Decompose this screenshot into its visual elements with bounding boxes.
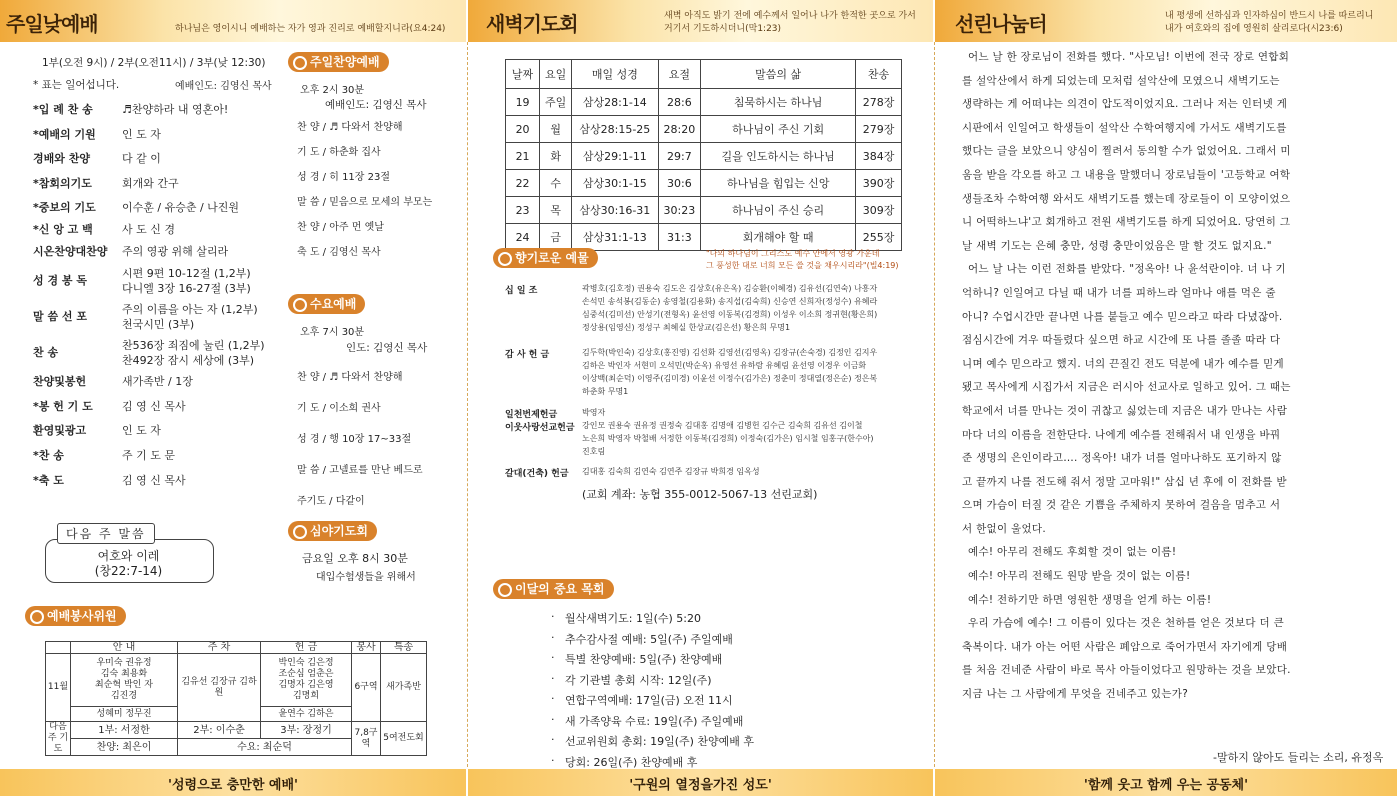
- sunday-row-value: 새가족반 / 1장: [122, 375, 193, 388]
- dawn-cell: 하나님이 주신 기회: [701, 116, 856, 143]
- dawn-row: [506, 224, 902, 251]
- essay-line: 고 끝까지 나를 전도해 줘서 정말 고마워!" 삼십 년 후에 이 전화를 받: [962, 475, 1287, 488]
- sunday-row-label: *봉 헌 기 도: [33, 400, 93, 413]
- essay-line: 우리 가슴에 예수! 그 이름이 있다는 것은 천하를 얻은 것보다 더 큰: [968, 617, 1285, 630]
- dawn-cell: 삼상30:1-15: [572, 170, 658, 197]
- dawn-header: 매일 성경: [572, 60, 658, 89]
- offering-names: 손석민 송석봉(김동순) 송영철(김용화) 송지섭(김숙희) 신승연 신희자(정성수) 유혜라: [582, 297, 878, 306]
- svc-guide-name: 우미숙 권유정: [96, 658, 152, 668]
- middle-header-title: 새벽기도회: [486, 12, 578, 36]
- right-header-title: 선린나눔터: [955, 12, 1047, 36]
- sunday-row-label: 말 씀 선 포: [33, 310, 87, 323]
- essay-text: [962, 46, 1380, 707]
- dawn-row: [506, 170, 902, 197]
- sunday-praise-time: 오후 2시 30분: [300, 85, 365, 96]
- svc-next-p2: 2부: 이수춘: [178, 722, 261, 739]
- sunday-row-label: 찬 송: [33, 346, 59, 359]
- sunday-row-label: *신 앙 고 백: [33, 223, 93, 236]
- dawn-cell: 삼상30:16-31: [572, 197, 658, 224]
- svc-next-label: 다음주 기 도: [46, 722, 71, 756]
- left-footer-text: '성령으로 충만한 예배': [167, 778, 299, 793]
- sunday-row-label: *축 도: [33, 474, 64, 487]
- dawn-cell: 회개해야 할 때: [701, 224, 856, 251]
- essay-line: 지금 나는 그 사람에게 무엇을 건네주고 있는가?: [962, 688, 1189, 701]
- svc-next-p3: 3부: 장정기: [261, 722, 352, 739]
- sunday-praise-item: 기 도 / 하춘화 집사: [297, 147, 381, 158]
- dawn-cell: 278장: [856, 89, 902, 116]
- next-week-text: 여호와 이레: [97, 549, 160, 563]
- offerings-verse-1: "나의 하나님이 그리스도 예수 안에서 영광 가운데: [706, 249, 880, 258]
- offering-names: 심중석(김미선) 안성기(전형옥) 윤선영 이동복(김경희) 이성우 이소희 정귀현(황은희): [582, 310, 878, 319]
- svc-header: 봉사: [352, 642, 381, 654]
- dawn-cell: 30:6: [658, 170, 701, 197]
- sunday-row-label: 시온찬양대찬양: [33, 245, 108, 258]
- badge-sunday-praise: 주일찬양예배: [288, 52, 389, 72]
- offering-names: 하춘화 무명1: [582, 387, 629, 396]
- essay-line: 니 어떡하느냐'고 회개하고 전원 새벽기도를 하게 되었어요. 당연히 그: [962, 216, 1291, 229]
- sunday-praise-item: 축 도 / 김영신 목사: [297, 247, 381, 258]
- essay-line: 어느 날 한 장로님이 전화를 했다. "사모님! 이번에 전국 장로 연합회: [968, 51, 1290, 63]
- event-item: 새 가족양육 수료: 19일(주) 주일예배: [565, 714, 744, 728]
- sunday-row-value: 다 같 이: [122, 152, 161, 165]
- sunday-praise-item: 찬 양 / ♬ 다와서 찬양해: [297, 122, 403, 133]
- essay-line: 움을 받을 각오를 하고 그 내용을 말했더니 장로님들이 '고등학교 여학: [962, 168, 1291, 181]
- svc-offering-name: 박인숙 김은정: [278, 658, 334, 668]
- svc-guide-name: 김진경: [110, 691, 138, 701]
- sunday-row-label: *입 례 찬 송: [33, 103, 93, 116]
- essay-line: 으며 가슴이 터질 것 같은 기쁨을 주체하지 못하여 걸음을 멈추고 서: [962, 499, 1281, 512]
- dawn-header: 요절: [658, 60, 701, 89]
- dawn-cell: 309장: [856, 197, 902, 224]
- right-header-verse-1: 내 평생에 선하심과 인자하심이 반드시 나를 따르리니: [1165, 11, 1374, 21]
- dawn-row: [506, 197, 902, 224]
- event-item: 추수감사절 예배: 5일(주) 주일예배: [565, 632, 733, 646]
- wednesday-item: 말 씀 / 고넬료를 만난 베드로: [297, 465, 423, 476]
- essay-line: 점심시간에 겨우 따돌렸다 싶으면 하교 시간에 또 나를 졸졸 따라 다: [962, 334, 1281, 347]
- svc-guide: [71, 654, 178, 707]
- dawn-cell: 28:6: [658, 89, 701, 116]
- sunday-row-value: ♬찬양하라 내 영혼아!: [122, 103, 229, 116]
- service-times: 1부(오전 9시) / 2부(오전11시) / 3부(낮 12:30): [42, 57, 266, 69]
- essay-line: 예수! 전하기만 하면 영원한 생명을 얻게 하는 이름!: [968, 593, 1212, 606]
- dawn-cell: 삼상31:1-13: [572, 224, 658, 251]
- wednesday-item: 기 도 / 이소희 권사: [297, 403, 381, 414]
- wednesday-time: 오후 7시 30분: [300, 327, 365, 338]
- sunday-row-value: 인 도 자: [122, 128, 161, 141]
- sunday-row-value: 주 기 도 문: [122, 449, 175, 462]
- middle-header-verse-1: 새벽 아직도 밝기 전에 예수께서 일어나 나가 한적한 곳으로 가서: [664, 11, 916, 21]
- column-divider: [934, 42, 935, 767]
- sunday-row-label: 경배와 찬양: [33, 152, 90, 165]
- svc-parking: 김유선 김장규 김하원: [178, 654, 261, 722]
- badge-wednesday: 수요예배: [288, 294, 365, 314]
- sunday-row-value: 시편 9편 10-12절 (1,2부): [122, 267, 251, 280]
- offering-names: 김대홍 김숙희 김연숙 김연주 김장규 박희경 임옥성: [582, 467, 760, 476]
- svc-header: 특송: [381, 642, 427, 654]
- sunday-row-label: 성 경 봉 독: [33, 274, 87, 287]
- offering-group-label: 갈대(건축) 헌금: [505, 469, 569, 479]
- dawn-cell: 279장: [856, 116, 902, 143]
- middle-header-verse-2: 거기서 기도하시더니(막1:23): [664, 24, 782, 34]
- dawn-cell: 주일: [540, 89, 572, 116]
- left-header-title: 주일낮예배: [6, 12, 98, 36]
- wednesday-item: 성 경 / 행 10장 17~33절: [297, 434, 412, 445]
- dawn-cell: 화: [540, 143, 572, 170]
- essay-line: 생략하는 게 어떠냐는 의견이 압도적이었지요. 그러나 저는 인터넷 게: [962, 98, 1288, 111]
- svc-guide-name: 최순혁 박인 자: [95, 680, 153, 690]
- offering-names: 김두학(박인숙) 김상호(홍진영) 김선화 김영선(김영옥) 김장규(손숙경) 김정인 김지우: [582, 348, 878, 357]
- essay-line: 를 처음 건네준 사람이 바로 목사 아들이었다고 원망하는 것을 보았다.: [962, 664, 1291, 677]
- svc-offering-name: 김명희: [292, 691, 320, 701]
- bank-account: (교회 계좌: 농협 355-0012-5067-13 선린교회): [582, 488, 818, 501]
- dawn-cell: 20: [506, 116, 540, 143]
- sunday-row-value: 찬536장 죄짐에 눌린 (1,2부): [122, 339, 265, 352]
- dawn-header: 날짜: [506, 60, 540, 89]
- sunday-praise-item: 성 경 / 히 11장 23절: [297, 172, 391, 183]
- event-bullet: ·: [551, 733, 555, 746]
- offering-names: 박영자: [582, 408, 606, 417]
- dawn-cell: 삼상28:1-14: [572, 89, 658, 116]
- event-bullet: ·: [551, 610, 555, 623]
- dawn-cell: 28:20: [658, 116, 701, 143]
- svc-offering-name: 김명자 김은영: [278, 680, 334, 690]
- essay-line: 예수! 아무리 전해도 후회할 것이 없는 이름!: [968, 546, 1177, 559]
- dawn-cell: 금: [540, 224, 572, 251]
- dawn-cell: 390장: [856, 170, 902, 197]
- offering-group-label: 감 사 헌 금: [505, 350, 550, 360]
- dawn-cell: 19: [506, 89, 540, 116]
- svc-next-service: 7,8구역: [352, 722, 381, 756]
- sunday-row-value: 예배인도: 김영신 목사: [175, 81, 272, 92]
- essay-line: 했다는 글을 보았으니 양심이 찔려서 동의할 수가 없었어요. 그래서 미: [962, 145, 1291, 158]
- dawn-header: 말씀의 삶: [701, 60, 856, 89]
- event-bullet: ·: [551, 712, 555, 726]
- offering-names: 정상용(임영신) 정성구 최혜실 한상교(김은선) 황은희 무명1: [582, 323, 791, 332]
- sunday-row-label: * 표는 일어섭니다.: [33, 79, 120, 91]
- dawn-cell: 21: [506, 143, 540, 170]
- sunday-row-value-2: 천국시민 (3부): [122, 318, 195, 331]
- event-bullet: ·: [551, 671, 555, 685]
- sunday-row-value: 김 영 신 목사: [122, 400, 186, 413]
- essay-line: 어느 날 나는 이런 전화를 받았다. "정옥아! 나 윤석란이야. 너 나 기: [968, 263, 1287, 276]
- essay-line: 니며 예수 믿으라고 했지. 너의 끈질긴 전도 덕분에 내가 예수를 믿게: [962, 357, 1284, 370]
- dawn-cell: 월: [540, 116, 572, 143]
- night-prayer-time: 금요일 오후 8시 30분: [302, 552, 408, 565]
- svc-service: 6구역: [352, 654, 381, 722]
- event-item: 각 기관별 총회 시작: 12일(주): [565, 673, 712, 687]
- left-header-verse: 하나님은 영이시니 예배하는 자가 영과 진리로 예배할지니라(요4:24): [175, 24, 446, 34]
- dawn-row: [506, 89, 902, 116]
- sunday-praise-leader: 예배인도: 김영신 목사: [325, 99, 427, 111]
- right-footer-text: '함께 웃고 함께 우는 공동체': [1083, 778, 1249, 793]
- dawn-cell: 255장: [856, 224, 902, 251]
- sunday-row-label: 찬양및봉헌: [33, 375, 87, 388]
- wednesday-leader: 인도: 김영신 목사: [346, 342, 428, 354]
- sunday-row-value: 회개와 간구: [122, 177, 179, 190]
- sunday-row-label: 환영및광고: [33, 424, 87, 437]
- svc-next-special: 5여전도회: [381, 722, 427, 756]
- event-item: 당회: 26일(주) 찬양예배 후: [565, 755, 698, 769]
- night-prayer-desc: 대입수험생들을 위해서: [316, 572, 416, 583]
- essay-line: 학교에서 너를 만나는 것이 귀찮고 싫었는데 지금은 내가 만나는 사람: [962, 404, 1288, 417]
- dawn-cell: 384장: [856, 143, 902, 170]
- wednesday-item: 주기도 / 다같이: [297, 496, 365, 507]
- dawn-cell: 하나님이 주신 승리: [701, 197, 856, 224]
- sunday-row-value: 사 도 신 경: [122, 223, 175, 236]
- essay-line: 시판에서 인일여고 학생들이 설악산 수학여행지에 가서도 새벽기도를: [962, 121, 1287, 134]
- essay-line: 날 새벽 기도는 은혜 충만, 성령 충만이었음은 말 할 것도 없지요.": [962, 239, 1272, 252]
- svc-offering: [261, 654, 352, 707]
- event-bullet: ·: [551, 692, 555, 705]
- right-header-verse-2: 내가 여호와의 집에 영원히 살리로다(시23:6): [1165, 24, 1343, 34]
- sunday-row-label: *참회의기도: [33, 177, 92, 190]
- event-item: 선교위원회 총회: 19일(주) 찬양예배 후: [565, 735, 755, 748]
- essay-line: 서 한없이 울었다.: [962, 522, 1047, 535]
- essay-line: 를 설악산에서 하게 되었는데 모처럼 설악산에 모였으니 새벽기도는: [962, 74, 1280, 87]
- sunday-praise-item: 찬 양 / 아주 먼 옛날: [297, 222, 384, 233]
- dawn-cell: 29:7: [658, 143, 701, 170]
- offering-group-label: 일천번제헌금: [505, 410, 558, 420]
- event-item: 특별 찬양예배: 5일(주) 찬양예배: [565, 653, 723, 666]
- essay-line: 아니? 수업시간만 끝나면 나를 붙들고 예수 믿으라고 따라 다녔잖아.: [962, 310, 1283, 323]
- svc-header: 헌 금: [261, 642, 352, 654]
- column-divider: [467, 42, 468, 767]
- svc-header: 안 내: [71, 642, 178, 654]
- offering-group-label: 십 일 조: [505, 286, 538, 296]
- dawn-cell: 목: [540, 197, 572, 224]
- offering-names: 곽병호(김호정) 권용숙 김도은 김상호(유은옥) 김승환(이혜경) 김유선(김연숙) 나흥자: [582, 284, 878, 293]
- offering-names: 강인모 권용숙 권유정 권정숙 김대홍 김명애 김병헌 김수근 김숙희 김유선 김이철: [582, 421, 863, 430]
- sunday-row-value-2: 다니엘 3장 16-27절 (3부): [122, 282, 251, 295]
- sunday-row-value: 인 도 자: [122, 424, 161, 437]
- svc-offering-name: 윤연수 김하은: [261, 707, 352, 722]
- essay-signature: -말하지 않아도 들리는 소리, 유정옥: [1213, 751, 1384, 764]
- essay-line: 됐고 목사에게 시집가서 지금은 러시아 선교사로 일하고 있어. 그 때는: [962, 381, 1291, 394]
- essay-line: 축복이다. 내가 아는 어떤 사람은 폐암으로 죽어가면서 자기에게 당배: [962, 640, 1288, 653]
- svc-special: 새가족반: [381, 654, 427, 722]
- next-week-label: 다음 주 말씀: [57, 523, 155, 544]
- badge-night-prayer: 심야기도회: [288, 521, 377, 541]
- dawn-cell: 침묵하시는 하나님: [701, 89, 856, 116]
- sunday-praise-item: 말 씀 / 믿음으로 모세의 부모는: [297, 197, 433, 208]
- svc-header-blank: [46, 642, 71, 654]
- offering-names: 노은희 박영자 박철배 서정한 이동복(김경희) 이정숙(김가은) 임시철 임홍구(한수아): [582, 434, 874, 443]
- dawn-header: 찬송: [856, 60, 902, 89]
- svc-offering-name: 조순심 엄춘은: [278, 669, 334, 679]
- svc-next-praise: 찬양: 최은이: [71, 739, 178, 756]
- dawn-cell: 하나님을 힘입는 신앙: [701, 170, 856, 197]
- service-committee-table: [45, 641, 427, 756]
- svc-guide-name: 성혜미 정무진: [71, 707, 178, 722]
- offering-group-label: 이웃사랑선교헌금: [505, 423, 575, 433]
- svc-month: 11월: [46, 654, 71, 722]
- dawn-row: [506, 143, 902, 170]
- svc-next-p1: 1부: 서정한: [71, 722, 178, 739]
- sunday-row-label: *중보의 기도: [33, 201, 96, 214]
- event-item: 연합구역예배: 17일(금) 오전 11시: [565, 694, 733, 707]
- badge-service-committee: 예배봉사위원: [25, 606, 126, 626]
- dawn-cell: 삼상29:1-11: [572, 143, 658, 170]
- sunday-row-value-2: 찬492장 잠시 세상에 (3부): [122, 354, 255, 367]
- event-bullet: ·: [551, 630, 555, 644]
- dawn-header: 요일: [540, 60, 572, 89]
- essay-line: 준 생명의 은인이라고…. 정옥아! 내가 너를 얼마나하도 포기하지 않: [962, 452, 1282, 465]
- dawn-cell: 31:3: [658, 224, 701, 251]
- dawn-cell: 22: [506, 170, 540, 197]
- offerings-verse-2: 그 풍성한 대로 너희 모든 쓸 것을 채우시리라"(빌4:19): [706, 261, 899, 270]
- sunday-row-label: *찬 송: [33, 449, 64, 462]
- event-bullet: ·: [551, 651, 555, 664]
- offering-names: 이상백(최순덕) 이영주(김미경) 이윤선 이정수(김가은) 정춘미 정대열(정은순) 정은복: [582, 374, 878, 383]
- offering-names: 진호림: [582, 447, 606, 456]
- wednesday-item: 찬 양 / ♬ 다와서 찬양해: [297, 372, 403, 383]
- dawn-cell: 24: [506, 224, 540, 251]
- dawn-cell: 수: [540, 170, 572, 197]
- event-bullet: ·: [551, 753, 555, 767]
- sunday-row-value: 주의 영광 위해 살리라: [122, 245, 229, 258]
- dawn-row: [506, 116, 902, 143]
- sunday-row-label: *예배의 기원: [33, 128, 96, 141]
- offering-names: 김하은 박인자 서현미 오석민(박순옥) 유영선 유하람 유혜림 윤선영 이경우 이금화: [582, 361, 867, 370]
- dawn-cell: 30:23: [658, 197, 701, 224]
- sunday-row-value: 김 영 신 목사: [122, 474, 186, 487]
- dawn-cell: 길을 인도하시는 하나님: [701, 143, 856, 170]
- badge-offerings: 향기로운 예물: [493, 248, 598, 268]
- essay-line: 마다 너의 이름을 전한단다. 나에게 예수를 전해줘서 내 인생을 바꿔: [962, 428, 1281, 441]
- svc-header: 주 차: [178, 642, 261, 654]
- middle-footer-text: '구원의 열정을가진 성도': [629, 778, 772, 793]
- event-item: 월삭새벽기도: 1일(수) 5:20: [565, 612, 701, 625]
- next-week-ref: (창22:7-14): [94, 564, 163, 578]
- dawn-cell: 삼상28:15-25: [572, 116, 658, 143]
- dawn-schedule-table: [505, 59, 902, 251]
- essay-line: 예수! 아무리 전해도 원망 받을 것이 없는 이름!: [968, 570, 1191, 583]
- svc-guide-name: 김숙 최용화: [100, 669, 148, 679]
- badge-events: 이달의 중요 목회: [493, 579, 614, 599]
- sunday-row-value: 주의 이름을 아는 자 (1,2부): [122, 303, 258, 316]
- dawn-cell: 23: [506, 197, 540, 224]
- essay-line: 억하니? 인일여고 다닐 때 내가 너를 피하느라 얼마나 애를 먹은 줄: [962, 286, 1276, 299]
- svc-next-wed: 수요: 최순덕: [178, 739, 352, 756]
- essay-line: 생들조차 수학여행 와서도 새벽기도를 했는데 장로들이 이 모양이었으: [962, 192, 1291, 205]
- sunday-row-value: 이수훈 / 유승춘 / 나진원: [122, 201, 240, 214]
